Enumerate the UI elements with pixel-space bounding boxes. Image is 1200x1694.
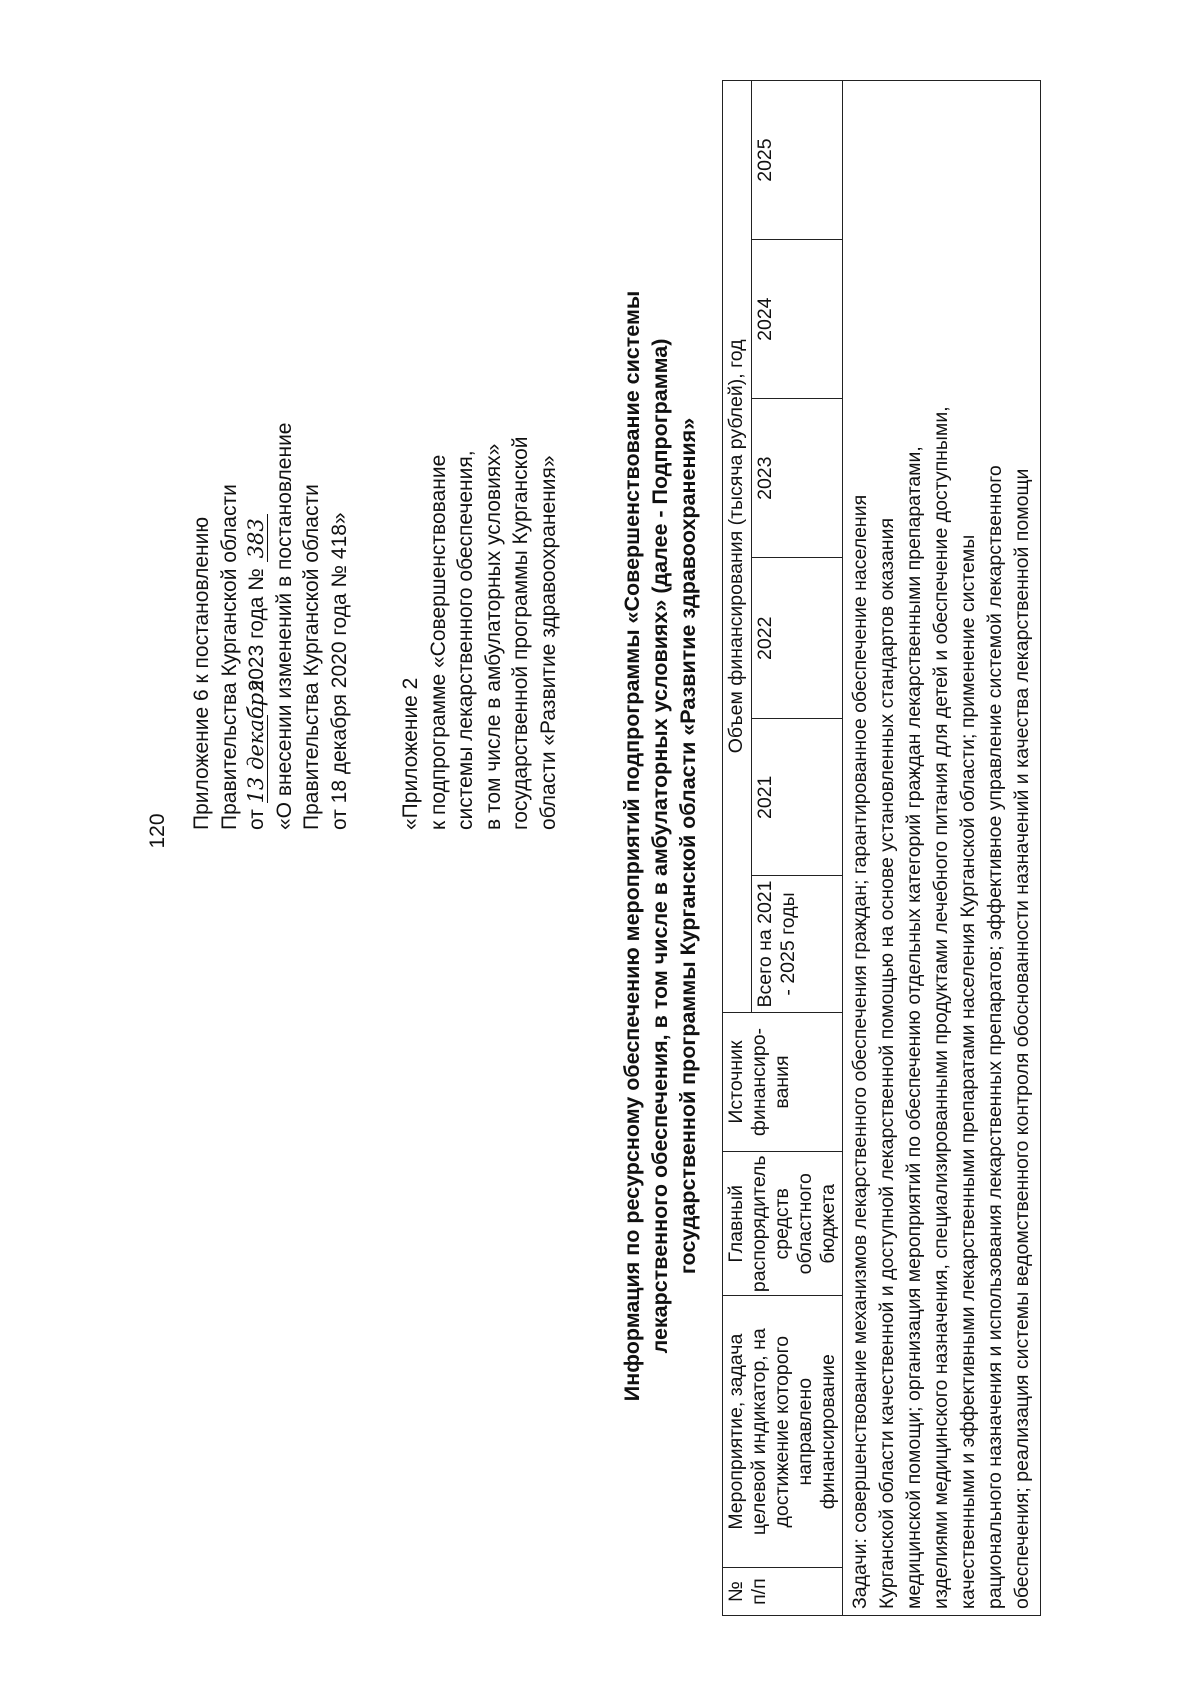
title-line-3: государственной программы Курганской области «Развитие здравоохранения» bbox=[676, 417, 700, 1275]
appendix2-line-6: области «Развитие здравоохранения» bbox=[536, 455, 560, 830]
header-year-2024: 2024 bbox=[752, 240, 843, 399]
tasks-line-3: медицинской помощи; организация мероприятий по обеспечению отдельных категорий граждан лекарственными препаратами, bbox=[903, 446, 925, 1609]
appendix6-line-2: Правительства Курганской области bbox=[217, 484, 241, 830]
date-underline-gap bbox=[262, 697, 263, 715]
title-line-1: Информация по ресурсному обеспечению мероприятий подпрограммы «Совершенствование системы bbox=[620, 290, 644, 1402]
appendix6-line-3 bbox=[243, 30, 271, 830]
table-header-row-1 bbox=[723, 81, 752, 1616]
financing-table bbox=[722, 80, 1041, 1616]
header-year-2023: 2023 bbox=[752, 399, 843, 558]
title-line-2: лекарственного обеспечения, в том числе в амбулаторных условиях» (далее - Подпрограмма) bbox=[648, 338, 672, 1354]
header-year-2022: 2022 bbox=[752, 558, 843, 719]
appendix6-line-4: «О внесении изменений в постановление bbox=[272, 422, 296, 830]
tasks-cell bbox=[843, 81, 1041, 1616]
header-number: № п/п bbox=[723, 1568, 843, 1616]
header-event: Мероприятие, задача целевой индикатор, на достижение которого направлено финансирование bbox=[723, 1296, 843, 1568]
document-title bbox=[618, 76, 702, 1616]
appendix6-line-5: Правительства Курганской области bbox=[300, 484, 323, 830]
header-financing-volume: Объем финансирования (тысяча рублей), год bbox=[723, 81, 752, 1013]
tasks-line-7: обеспечения; реализация системы ведомственного контроля обоснованности назначений и качества лекарственной помощи bbox=[1011, 468, 1033, 1609]
appendix6-line-1: Приложение 6 к постановлению bbox=[190, 516, 213, 830]
appendix2-line-1: «Приложение 2 bbox=[399, 677, 422, 830]
appendix2-line-4: в том числе в амбулаторных условиях» bbox=[481, 443, 505, 830]
header-year-2021: 2021 bbox=[752, 719, 843, 876]
appendix-2-header bbox=[397, 30, 562, 830]
page-number: 120 bbox=[146, 813, 169, 849]
tasks-line-1: Задачи: совершенствование механизмов лекарственного обеспечения граждан; гарантированное обеспечение населения bbox=[849, 494, 871, 1609]
appendix-6-header bbox=[188, 30, 353, 830]
tasks-line-5: качественными и эффективными лекарственными препаратами населения Курганской области; применение системы bbox=[957, 534, 979, 1609]
table-row-tasks bbox=[843, 81, 1041, 1616]
tasks-line-4: изделиями медицинского назначения, специализированными продуктами лечебного питания для детей и обеспечение доступными, bbox=[930, 406, 952, 1609]
appendix2-line-2: к подпрограмме «Совершенствование bbox=[426, 454, 450, 830]
tasks-line-6: рационального назначения и использования лекарственных препаратов; эффективное управление системой лекарственного bbox=[984, 465, 1006, 1609]
appendix6-line-6: от 18 декабря 2020 года № 418» bbox=[327, 512, 351, 830]
header-year-2025: 2025 bbox=[752, 81, 843, 240]
appendix6-year: 2023 года № bbox=[245, 568, 268, 692]
appendix2-line-5: государственной программы Курганской bbox=[509, 436, 532, 830]
header-source: Источник финансиро-вания bbox=[723, 1012, 843, 1152]
tasks-line-2: Курганской области качественной и доступной лекарственной помощью на основе установленных стандартов оказания bbox=[876, 517, 898, 1609]
handwritten-number: 383 bbox=[245, 514, 268, 562]
header-total: Всего на 2021 - 2025 годы bbox=[752, 876, 843, 1012]
header-manager: Главный распорядитель средств областного бюджета bbox=[723, 1152, 843, 1296]
handwritten-date: 13 декабря bbox=[244, 678, 268, 804]
appendix6-date-prefix: от bbox=[245, 809, 268, 830]
appendix2-line-3: системы лекарственного обеспечения, bbox=[454, 450, 477, 830]
